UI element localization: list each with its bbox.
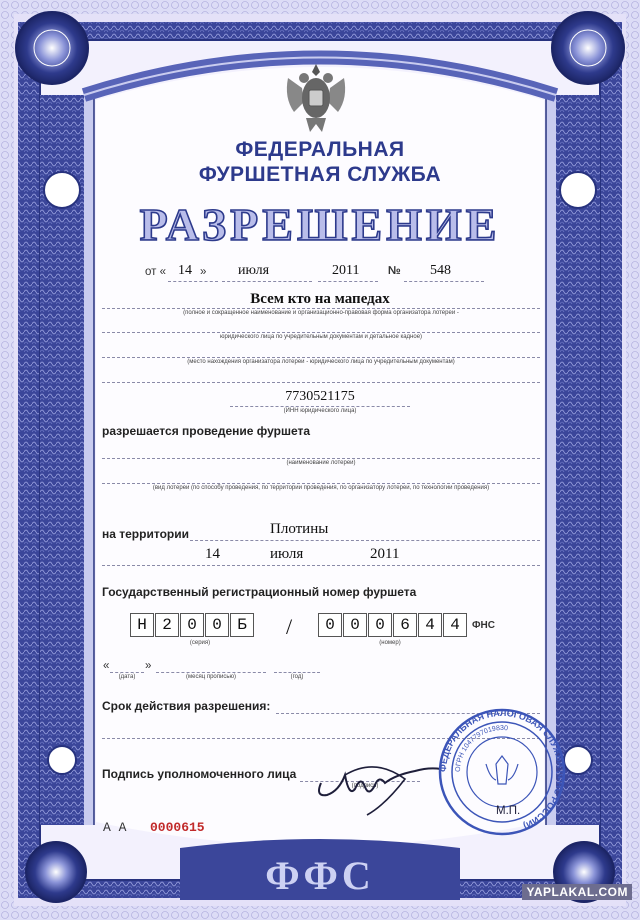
caption-series: (серия) <box>189 640 211 646</box>
signature-label: Подпись уполномоченного лица <box>102 767 297 781</box>
line-lottery-name <box>102 458 540 459</box>
reg-date-close-quote: » <box>145 660 152 672</box>
caption-inn: (ИНН юридического лица) <box>283 408 357 414</box>
line-reg-day <box>110 672 144 673</box>
registration-suffix: ФНС <box>472 620 495 631</box>
agency-name-line2: ФУРШЕТНАЯ СЛУЖБА <box>198 163 442 186</box>
territory-year: 2011 <box>370 546 400 562</box>
line-month <box>222 281 312 282</box>
permission-label: разрешается проведение фуршета <box>102 424 311 438</box>
line-reg-month <box>156 672 266 673</box>
number-char-6: 4 <box>443 613 467 637</box>
registration-separator: / <box>286 614 293 639</box>
line-org-2 <box>102 332 540 333</box>
series-char-1: Н <box>130 613 154 637</box>
document-title <box>130 196 510 252</box>
caption-signature: (подпись) <box>351 783 379 789</box>
line-day <box>168 281 218 282</box>
date-close-quote: » <box>200 266 207 278</box>
number-char-4: 6 <box>393 613 417 637</box>
caption-org-3: (место нахождения организатора лотереи - юридического лица по учредительным документам) <box>187 359 455 365</box>
reg-date-open-quote: « <box>103 660 110 672</box>
series-char-5: Б <box>230 613 254 637</box>
line-year <box>318 281 378 282</box>
line-org-4 <box>102 382 540 383</box>
caption-org-1: (полное и сокращенное наименование и организационно-правовая форма организатора лотереи - <box>183 310 459 316</box>
caption-lottery-kind: (вид лотереи (по способу проведения, по территории проведения, по организатору лотереи, по технологии проведения) <box>152 485 490 491</box>
svg-text:РАЗРЕШЕНИЕ: РАЗРЕШЕНИЕ <box>139 199 501 250</box>
site-watermark: YAPLAKAL.COM <box>522 884 632 900</box>
line-lottery-kind <box>102 483 540 484</box>
caption-org-2: юридического лица по учредительным документам и детальное кадное) <box>219 334 423 340</box>
caption-lottery-name: (наименование лотереи) <box>286 460 356 466</box>
number-char-5: 4 <box>418 613 442 637</box>
line-territory-2 <box>102 565 540 566</box>
territory-month: июля <box>270 546 304 562</box>
coat-of-arms-emblem-icon <box>280 58 352 136</box>
caption-reg-year: (год) <box>290 674 304 680</box>
line-org-1 <box>102 308 540 309</box>
agency-name-line1: ФЕДЕРАЛЬНАЯ <box>235 138 405 161</box>
series-char-2: 2 <box>155 613 179 637</box>
registration-label: Государственный регистрационный номер фуршета <box>102 585 417 599</box>
serial-letters: А А <box>103 820 127 835</box>
line-reg-year <box>274 672 320 673</box>
caption-number: (номер) <box>379 640 401 646</box>
issue-day: 14 <box>178 263 192 278</box>
territory-day: 14 <box>205 546 220 562</box>
number-char-1: 0 <box>318 613 342 637</box>
svg-text:ФЕДЕРАЛЬНАЯ НАЛОГОВАЯ СЛУЖБА (: ФЕДЕРАЛЬНАЯ НАЛОГОВАЯ СЛУЖБА (ФНС РОССИИ) <box>437 707 567 832</box>
issue-year: 2011 <box>332 263 360 278</box>
issue-month: июля <box>238 263 270 278</box>
validity-label: Срок действия разрешения: <box>102 699 271 713</box>
handwritten-signature <box>305 745 445 820</box>
number-char-2: 0 <box>343 613 367 637</box>
permit-number: 548 <box>430 263 451 278</box>
caption-reg-day: (дата) <box>118 674 136 680</box>
footer-mark-ffs: ФФС <box>265 853 375 898</box>
line-org-3 <box>102 357 540 358</box>
line-number <box>404 281 484 282</box>
line-territory <box>190 540 540 541</box>
organization-name: Всем кто на мапедах <box>250 291 390 307</box>
line-inn <box>230 406 410 407</box>
stamp-mark: М.П. <box>496 805 521 817</box>
territory-label: на территории <box>102 527 189 541</box>
inn-value: 7730521175 <box>285 389 355 404</box>
number-sign: № <box>388 265 401 277</box>
round-stamp-seal <box>436 706 568 838</box>
serial-number: 0000615 <box>150 820 205 835</box>
series-char-3: 0 <box>180 613 204 637</box>
series-char-4: 0 <box>205 613 229 637</box>
number-char-3: 0 <box>368 613 392 637</box>
date-prefix: от « <box>145 266 167 278</box>
caption-reg-month: (месяц прописью) <box>186 674 236 680</box>
svg-text:ОГРН 1047797019830: ОГРН 1047797019830 <box>454 724 509 773</box>
territory-value: Плотины <box>270 521 329 537</box>
